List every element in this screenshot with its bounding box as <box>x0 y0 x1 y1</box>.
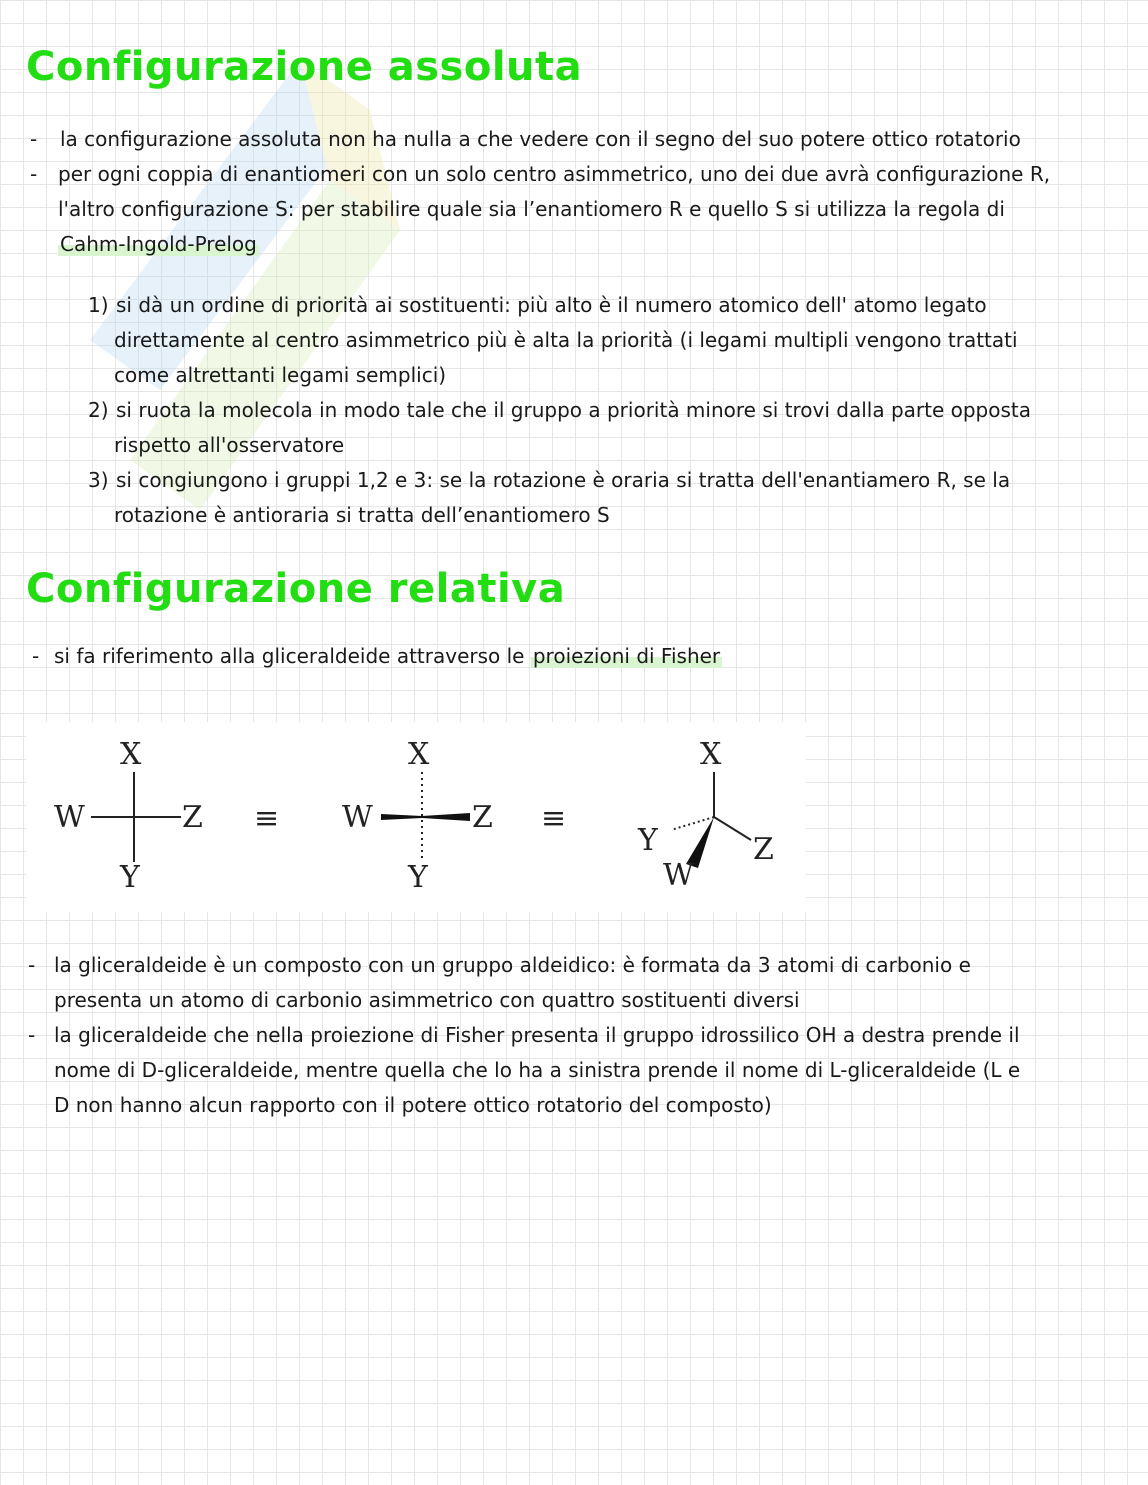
wedge-dash-diagram <box>342 737 493 895</box>
perspective-diagram <box>637 737 774 893</box>
step-number: 2) <box>88 398 109 422</box>
bullet-text <box>58 227 259 262</box>
bullet-marker: - <box>30 162 38 186</box>
bullet-marker: - <box>30 127 38 151</box>
intro-text <box>54 639 722 674</box>
intro-text-start: si fa riferimento alla gliceraldeide attraverso le <box>54 644 531 668</box>
step-text: rotazione è antioraria si tratta dell’enantiomero S <box>114 503 610 527</box>
label-z: Z <box>753 832 774 867</box>
fischer-projection-figure <box>26 722 806 912</box>
label-w: W <box>54 800 85 835</box>
step-text: si ruota la molecola in modo tale che il gruppo a priorità minore si trovi dalla parte opposta <box>116 398 1032 422</box>
step-text: come altrettanti legami semplici) <box>114 363 447 387</box>
bullet-text: la gliceraldeide che nella proiezione di Fisher presenta il gruppo idrossilico OH a destra prende il <box>54 1023 1020 1047</box>
equivalence-sign: ≡ <box>254 801 280 836</box>
section-title-relative: Configurazione relativa <box>26 566 566 612</box>
label-w: W <box>663 858 694 893</box>
bullet-marker: - <box>32 644 40 668</box>
bullet-text: la configurazione assoluta non ha nulla a che vedere con il segno del suo potere ottico rotatorio <box>60 127 1021 151</box>
step-text: si dà un ordine di priorità ai sostituenti: più alto è il numero atomico dell' atomo legato <box>116 293 987 317</box>
section-title-absolute: Configurazione assoluta <box>26 44 583 90</box>
bullet-text: D non hanno alcun rapporto con il potere ottico rotatorio del composto) <box>54 1093 772 1117</box>
bullet-text: per ogni coppia di enantiomeri con un solo centro asimmetrico, uno dei due avrà configurazione R, <box>58 162 1051 186</box>
step-text: si congiungono i gruppi 1,2 e 3: se la rotazione è oraria si tratta dell'enantiamero R, se la <box>116 468 1011 492</box>
label-y: Y <box>408 860 428 895</box>
label-x: X <box>120 737 142 772</box>
step-number: 3) <box>88 468 109 492</box>
label-z: Z <box>182 800 203 835</box>
highlighted-term: Cahm-Ingold-Prelog <box>60 232 257 256</box>
step-text: rispetto all'osservatore <box>114 433 345 457</box>
label-x: X <box>700 737 722 772</box>
label-z: Z <box>472 800 493 835</box>
label-x: X <box>408 737 430 772</box>
label-y: Y <box>638 823 658 858</box>
equivalence-sign: ≡ <box>541 801 567 836</box>
label-y: Y <box>120 860 140 895</box>
fischer-cross-diagram <box>54 737 203 895</box>
bullet-marker: - <box>28 953 36 977</box>
bullet-text: l'altro configurazione S: per stabilire quale sia l’enantiomero R e quello S si utilizza la regola di <box>58 197 1005 221</box>
step-number: 1) <box>88 293 109 317</box>
bullet-marker: - <box>28 1023 36 1047</box>
bullet-text: la gliceraldeide è un composto con un gruppo aldeidico: è formata da 3 atomi di carbonio e <box>54 953 971 977</box>
bullet-text: presenta un atomo di carbonio asimmetrico con quattro sostituenti diversi <box>54 988 800 1012</box>
label-w: W <box>342 800 373 835</box>
bullet-text: nome di D-gliceraldeide, mentre quella che lo ha a sinistra prende il nome di L-gliceraldeide (L e <box>54 1058 1021 1082</box>
highlighted-term: proiezioni di Fisher <box>532 644 721 668</box>
step-text: direttamente al centro asimmetrico più è alta la priorità (i legami multipli vengono trattati <box>114 328 1018 352</box>
